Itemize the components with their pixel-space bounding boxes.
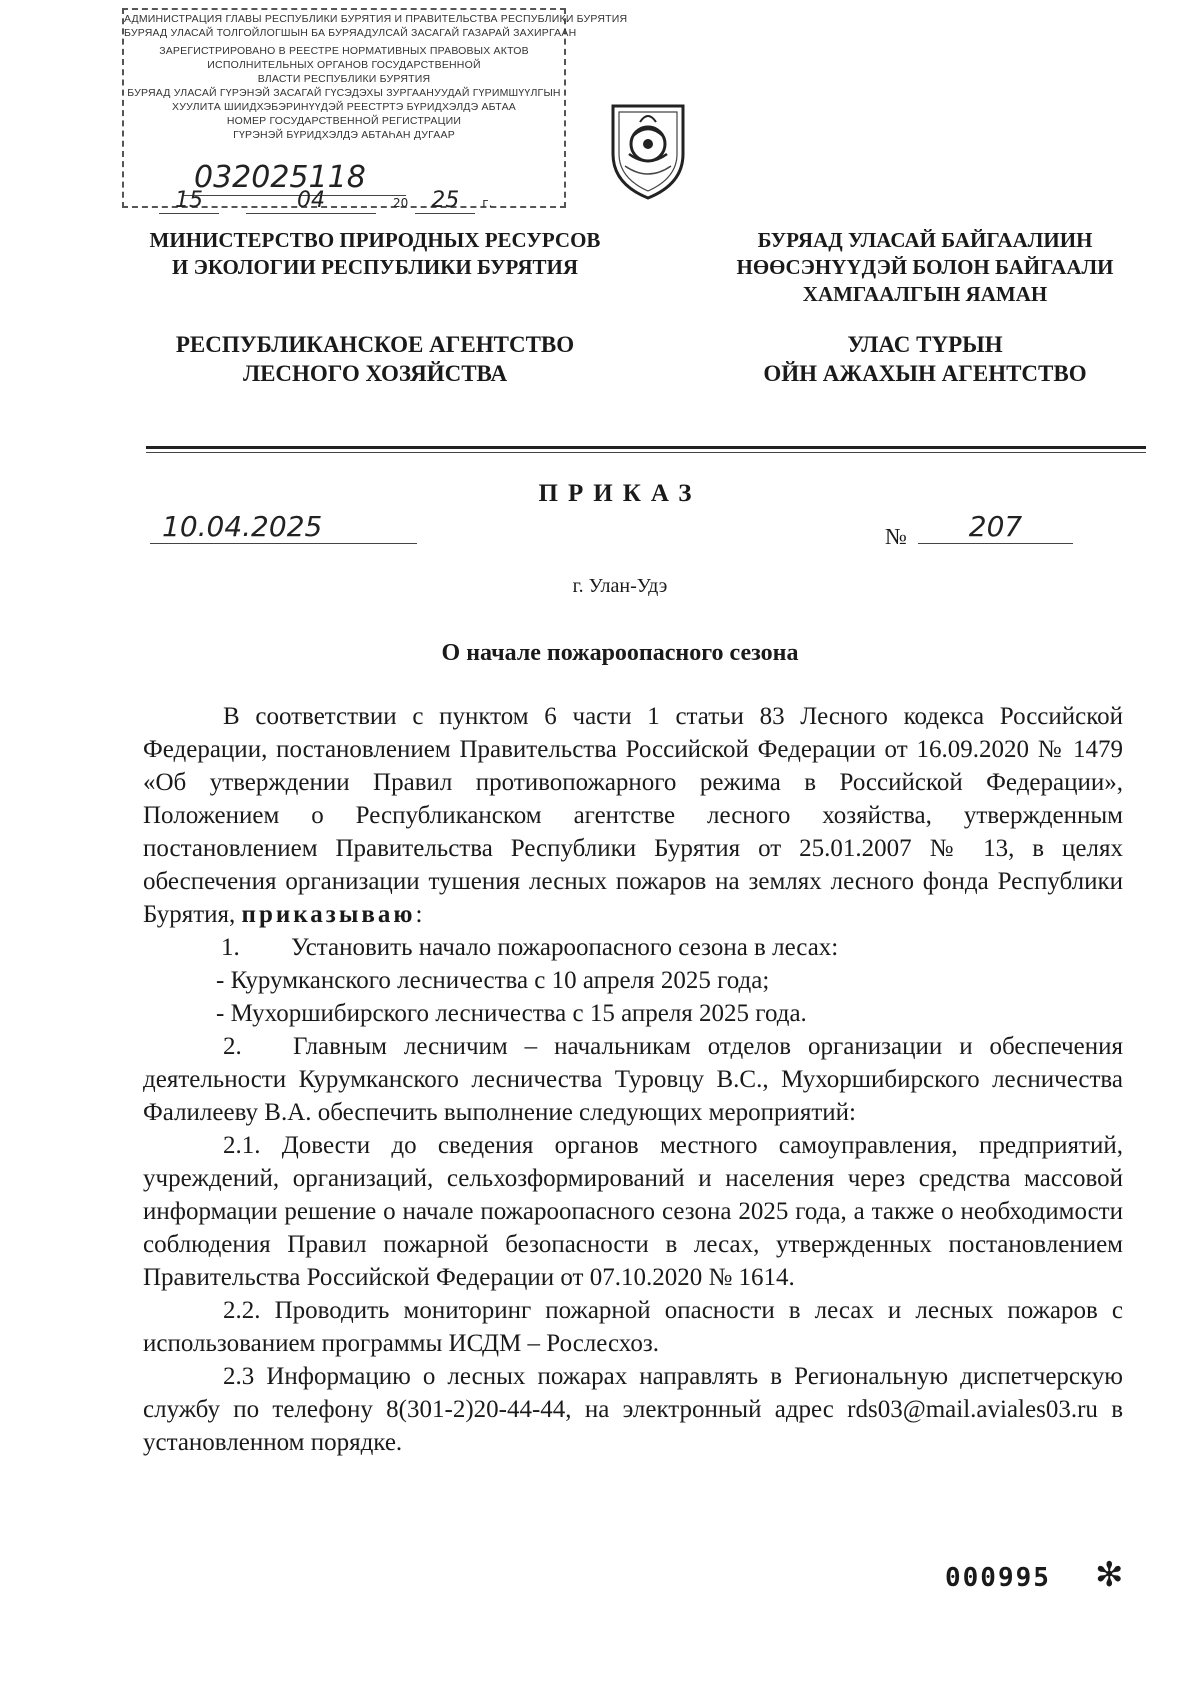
stamp-line: БУРЯАД УЛАСАЙ ТОЛГОЙЛОГШЫН БА БУРЯАДУЛСАЙ ЗАСАГАЙ ГАЗАРАЙ ЗАХИРГААН bbox=[124, 27, 577, 39]
registration-date bbox=[159, 188, 492, 214]
stamp-line: АДМИНИСТРАЦИЯ ГЛАВЫ РЕСПУБЛИКИ БУРЯТИЯ И ПРАВИТЕЛЬСТВА РЕСПУБЛИКИ БУРЯТИЯ bbox=[124, 13, 628, 25]
preamble-paragraph bbox=[143, 700, 1123, 931]
stamp-line: БУРЯАД УЛАСАЙ ГҮРЭНЭЙ ЗАСАГАЙ ГҮСЭДЭХЫ ЗУРГААНУУДАЙ ГҮРИМШҮҮЛГЫН bbox=[127, 87, 561, 99]
city: г. Улан-Удэ bbox=[572, 575, 668, 597]
order-number-label: № bbox=[885, 524, 907, 549]
ministry-line: НӨӨСЭНҮҮДЭЙ БОЛОН БАЙГААЛИ bbox=[736, 255, 1114, 279]
ministry-line: МИНИСТЕРСТВО ПРИРОДНЫХ РЕСУРСОВ bbox=[149, 228, 601, 252]
item-2-2: 2.2. Проводить мониторинг пожарной опасности в лесах и лесных пожаров с использованием программы ИСДМ – Рослесхоз. bbox=[143, 1297, 1123, 1357]
reg-year-prefix: 20 bbox=[393, 196, 409, 210]
agency-name-ru bbox=[140, 330, 610, 388]
coat-of-arms-icon bbox=[605, 92, 691, 202]
agency-line: УЛАС ТҮРЫН bbox=[847, 332, 1003, 357]
item-2-3: 2.3 Информацию о лесных пожарах направлять в Региональную диспетчерскую службу по телефону 8(301-2)20-44-44, на электронный адрес rds03@mail.aviales03.ru в установленном порядке. bbox=[143, 1363, 1123, 1456]
agency-line: ОЙН АЖАХЫН АГЕНТСТВО bbox=[763, 361, 1087, 386]
item-text: Главным лесничим – начальникам отделов организации и обеспечения деятельности Курумканского лесничества Туровцу В.С., Мухоршибирского лесничества Фалилееву В.А. обеспечить выполнение следующих мероприятий: bbox=[143, 1033, 1123, 1126]
ministry-line: БУРЯАД УЛАСАЙ БАЙГААЛИИН bbox=[757, 228, 1093, 252]
ministry-line: И ЭКОЛОГИИ РЕСПУБЛИКИ БУРЯТИЯ bbox=[172, 255, 578, 279]
agency-name-bua bbox=[725, 330, 1125, 388]
item-number: 2. bbox=[223, 1033, 242, 1060]
registration-number: 032025118 bbox=[184, 160, 406, 196]
header-divider bbox=[146, 452, 1146, 453]
ministry-name-bua bbox=[725, 227, 1125, 308]
order-number: 207 bbox=[918, 510, 1073, 544]
stamp-line: ВЛАСТИ РЕСПУБЛИКИ БУРЯТИЯ bbox=[257, 73, 431, 85]
preamble-end: : bbox=[415, 901, 423, 928]
item-text: Установить начало пожароопасного сезона в лесах: bbox=[291, 934, 839, 961]
stamp-line: ГҮРЭНЭЙ БҮРИДХЭЛДЭ АБТАҺАН ДУГААР bbox=[233, 129, 455, 141]
stamp-line: ЗАРЕГИСТРИРОВАНО В РЕЕСТРЕ НОРМАТИВНЫХ ПРАВОВЫХ АКТОВ bbox=[159, 45, 529, 57]
command-word: приказываю bbox=[241, 901, 416, 928]
asterisk-mark: ✻ bbox=[1095, 1555, 1124, 1595]
order-title: ПРИКАЗ bbox=[538, 480, 702, 507]
stamp-line: ХУУЛИТА ШИИДХЭБЭРИНҮҮДЭЙ РЕЕСТРТЭ БҮРИДХЭЛДЭ АБТАА bbox=[172, 101, 516, 113]
item-1-b: - Мухоршибирского лесничества с 15 апреля 2025 года. bbox=[216, 1000, 807, 1027]
header-divider bbox=[146, 446, 1146, 449]
registration-stamp bbox=[122, 8, 628, 213]
item-1 bbox=[143, 931, 1123, 964]
reg-year-suffix: 25 bbox=[415, 188, 475, 214]
preamble-text: В соответствии с пунктом 6 части 1 статьи 83 Лесного кодекса Российской Федерации, постановлением Правительства Российской Федерации от 16.09.2020 № 1479 «Об утверждении Правил противопожарного режима в Российской Федерации», Положением о Республиканском агентстве лесного хозяйства, утвержденным постановлением Правительства Республики Бурятия от 25.01.2007 № 13, в целях обеспечения организации тушения лесных пожаров на землях лесного фонда Республики Бурятия, bbox=[143, 703, 1123, 928]
reg-day: 15 bbox=[159, 188, 219, 214]
serial-number: 000995 bbox=[945, 1563, 1051, 1593]
item-2-1: 2.1. Довести до сведения органов местного самоуправления, предприятий, учреждений, организаций, сельхозформирований и населения через средства массовой информации решение о начале пожароопасного сезона 2025 года, а также о необходимости соблюдения Правил пожарной безопасности в лесах, утвержденных постановлением Правительства Российской Федерации от 07.10.2020 № 1614. bbox=[143, 1132, 1123, 1291]
agency-line: РЕСПУБЛИКАНСКОЕ АГЕНТСТВО bbox=[175, 332, 575, 357]
ministry-line: ХАМГААЛГЫН ЯАМАН bbox=[802, 282, 1048, 306]
item-number: 1. bbox=[221, 934, 240, 961]
stamp-line: ИСПОЛНИТЕЛЬНЫХ ОРГАНОВ ГОСУДАРСТВЕННОЙ bbox=[207, 59, 481, 71]
order-date: 10.04.2025 bbox=[150, 510, 417, 544]
stamp-line: НОМЕР ГОСУДАРСТВЕННОЙ РЕГИСТРАЦИИ bbox=[226, 115, 462, 127]
ministry-name-ru bbox=[140, 227, 610, 281]
item-1-a: - Курумканского лесничества с 10 апреля 2025 года; bbox=[216, 967, 770, 994]
item-2 bbox=[143, 1030, 1123, 1129]
reg-year-mark: г. bbox=[482, 196, 493, 210]
reg-month: 04 bbox=[246, 188, 376, 214]
order-body bbox=[143, 700, 1123, 1459]
agency-line: ЛЕСНОГО ХОЗЯЙСТВА bbox=[242, 361, 508, 386]
order-subject: О начале пожароопасного сезона bbox=[441, 640, 799, 666]
